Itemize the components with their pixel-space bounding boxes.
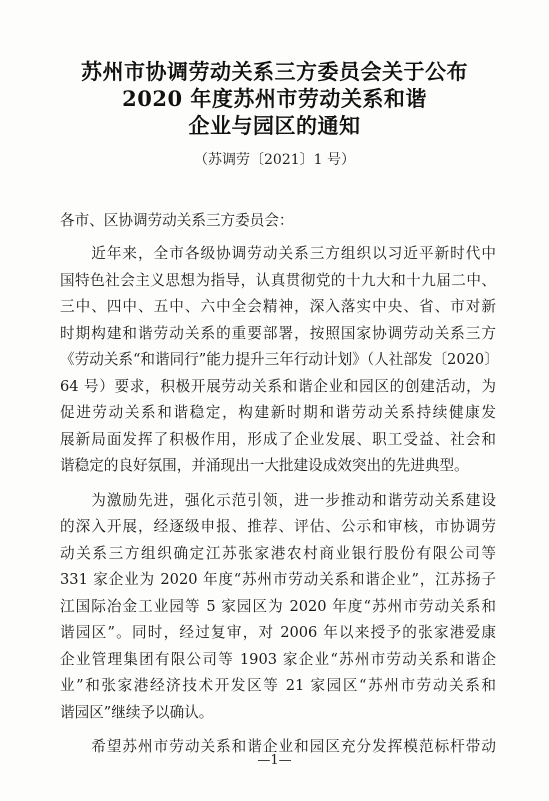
paragraph-line: 64 号）要求，积极开展劳动关系和谐企业和园区的创建活动，为	[60, 377, 496, 395]
paragraph-line: 动关系三方组织确定江苏张家港农村商业银行股份有限公司等	[60, 544, 496, 562]
paragraph-line: 三中、四中、五中、六中全会精神，深入落实中央、省、市对新	[60, 298, 496, 315]
paragraph-line: 时期构建和谐劳动关系的重要部署，按照国家协调劳动关系三方	[60, 324, 496, 342]
document-title-line-2: 2020 年度苏州市劳动关系和谐	[122, 86, 427, 111]
document-body	[60, 209, 499, 761]
page-number: —1—	[257, 753, 292, 768]
paragraph-line: 近年来，全市各级协调劳动关系三方组织以习近平新时代中	[60, 245, 496, 262]
paragraph-line: 企业管理集团有限公司等 1903 家企业“苏州市劳动关系和谐企	[60, 650, 496, 668]
paragraph-line: 为激励先进，强化示范引领，进一步推动和谐劳动关系建设	[60, 491, 496, 509]
paragraph-line: 国特色社会主义思想为指导，认真贯彻党的十九大和十九届二中、	[60, 271, 496, 289]
paragraph-line: 展新局面发挥了积极作用，形成了企业发展、职工受益、社会和	[60, 430, 496, 448]
document-title-line-3: 企业与园区的通知	[188, 113, 361, 138]
paragraph-line: 谐园区”。同时，经过复审，对 2006 年以来授予的张家港爱康	[60, 624, 496, 641]
paragraph-line: 谐园区”继续予以确认。	[60, 703, 214, 721]
paragraph-2	[60, 488, 496, 727]
paragraph-line: 谐稳定的良好氛围，并涌现出一大批建设成效突出的先进典型。	[60, 457, 469, 474]
paragraph-line: 的深入开展，经逐级申报、推荐、评估、公示和审核，市协调劳	[60, 518, 496, 535]
paragraph-line: 331 家企业为 2020 年度“苏州市劳动关系和谐企业”，江苏扬子	[60, 571, 496, 588]
paragraph-line: 促进劳动关系和谐稳定，构建新时期和谐劳动关系持续健康发	[60, 404, 496, 421]
paragraph-line: 业”和张家港经济技术开发区等 21 家园区“苏州市劳动关系和	[60, 677, 496, 694]
paragraph-line: 江国际冶金工业园等 5 家园区为 2020 年度“苏州市劳动关系和	[60, 597, 496, 615]
paragraph-1	[60, 241, 499, 480]
paragraph-line: 希望苏州市劳动关系和谐企业和园区充分发挥模范标杆带动	[60, 738, 496, 755]
paragraph-line: 《劳动关系“和谐同行”能力提升三年行动计划》（人社部发〔2020〕	[60, 351, 499, 368]
document-header	[0, 58, 549, 169]
document-title-line-1: 苏州市协调劳动关系三方委员会关于公布	[81, 59, 468, 84]
salutation: 各市、区协调劳动关系三方委员会：	[60, 212, 294, 229]
document-number: （苏调劳〔2021〕1 号）	[194, 152, 355, 168]
